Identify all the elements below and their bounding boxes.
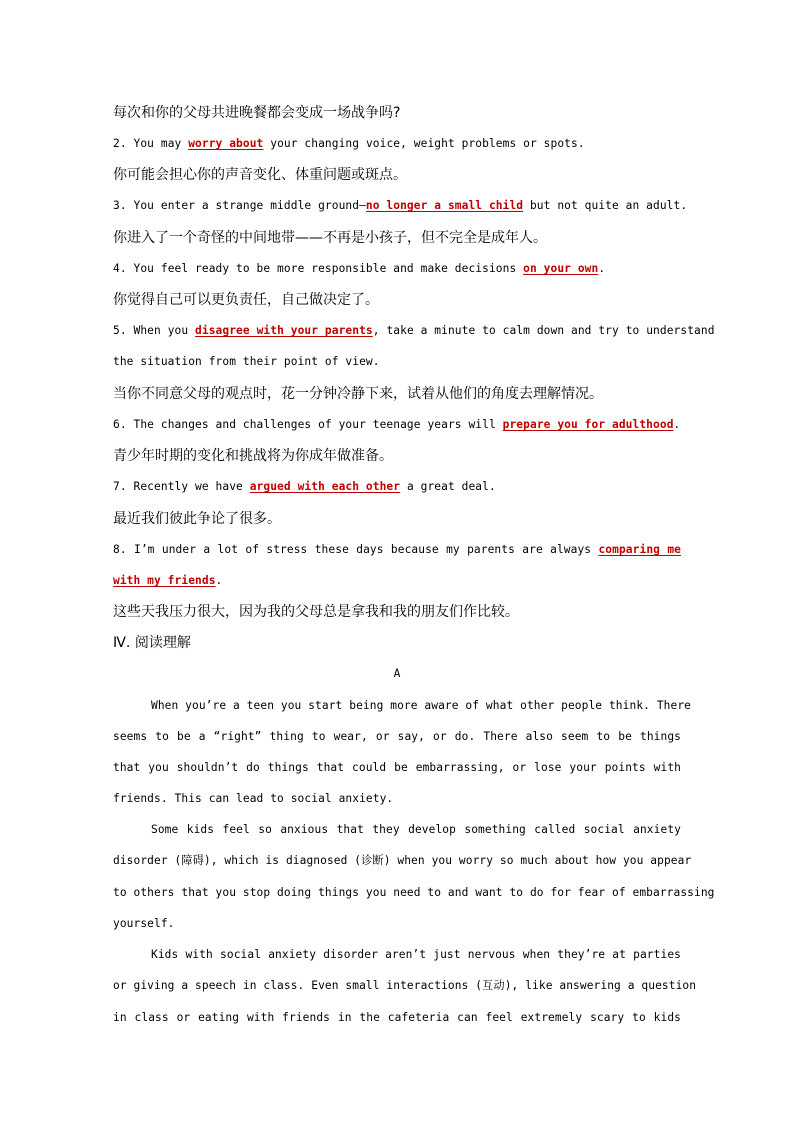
passage-line: yourself. [113,917,175,930]
item-number: 6. [113,418,134,431]
sentence-text: You enter a strange middle ground— [133,199,366,212]
item-number: 8. [113,543,135,556]
q3-translation: 你进入了一个奇怪的中间地带——不再是小孩子，但不完全是成年人。 [113,230,547,246]
passage-line: or giving a speech in class. Even small interactions (互动), like answering a question [113,979,697,992]
sentence-text: , take a minute to calm down and try to understand [372,324,715,337]
q6-translation: 青少年时期的变化和挑战将为你成年做准备。 [113,448,393,464]
answer-blank: prepare you for adulthood [502,418,674,431]
passage-line: When you’re a teen you start being more aware of what other people think. There [151,699,691,712]
item-number: 5. [113,324,134,337]
passage-line: Kids with social anxiety disorder aren’t just nervous when they’re at parties [151,948,681,961]
answer-blank: comparing me [598,543,681,556]
q2-translation: 你可能会担心你的声音变化、体重问题或斑点。 [113,167,407,183]
q5-translation: 当你不同意父母的观点时，花一分钟冷静下来，试着从他们的角度去理解情况。 [113,386,603,402]
sentence-text: but not quite an adult. [523,199,688,212]
sentence-text: You feel ready to be more responsible and make decisions [133,262,524,275]
section-heading: Ⅳ. 阅读理解 [113,635,191,651]
passage-line: friends. This can lead to social anxiety. [113,792,394,805]
exercise-2 [113,136,681,152]
answer-blank: worry about [188,137,264,150]
answer-blank: argued with each other [249,480,401,493]
passage-line: Some kids feel so anxious that they develop something called social anxiety [151,823,681,836]
exercise-8-continued [113,573,681,589]
exercise-5-continued: the situation from their point of view. [113,355,380,368]
answer-blank: with my friends [113,574,216,587]
answer-blank: on your own [523,262,599,275]
passage-line: that you shouldn’t do things that could be embarrassing, or lose your points with [113,761,681,774]
item-number: 7. [113,480,134,493]
exercise-5 [113,323,715,339]
passage-line: in class or eating with friends in the cafeteria can feel extremely scary to kids [113,1011,681,1024]
sentence-text: . [598,262,606,275]
passage-line: seems to be a “right” thing to wear, or say, or do. There also seem to be things [113,730,681,743]
q1-translation: 每次和你的父母共进晚餐都会变成一场战争吗? [113,105,401,121]
q4-translation: 你觉得自己可以更负责任，自己做决定了。 [113,292,379,308]
item-number: 3. [113,199,134,212]
sentence-text: . [215,574,223,587]
exercise-7 [113,479,681,495]
sentence-text: your changing voice, weight problems or spots. [263,137,585,150]
item-number: 4. [113,262,134,275]
sentence-text: When you [133,324,196,337]
passage-line: disorder (障碍), which is diagnosed (诊断) when you worry so much about how you appear [113,854,692,867]
sentence-text: The changes and challenges of your teenage years will [133,418,503,431]
sentence-text: I’m under a lot of stress these days because my parents are always [134,543,599,556]
sentence-text: Recently we have [133,480,250,493]
sentence-text: . [673,418,681,431]
q7-translation: 最近我们彼此争论了很多。 [113,511,281,527]
sentence-text: You may [133,137,189,150]
exercise-8 [113,542,681,558]
answer-blank: no longer a small child [365,199,524,212]
answer-blank: disagree with your parents [195,324,373,337]
exercise-6 [113,417,681,433]
q8-translation: 这些天我压力很大，因为我的父母总是拿我和我的朋友们作比较。 [113,604,519,620]
exercise-3 [113,198,688,214]
item-number: 2. [113,137,134,150]
passage-line: to others that you stop doing things you need to and want to do for fear of embarrassing [113,886,715,899]
exercise-4 [113,261,681,277]
sentence-text: a great deal. [400,480,496,493]
passage-label: A [393,667,401,680]
